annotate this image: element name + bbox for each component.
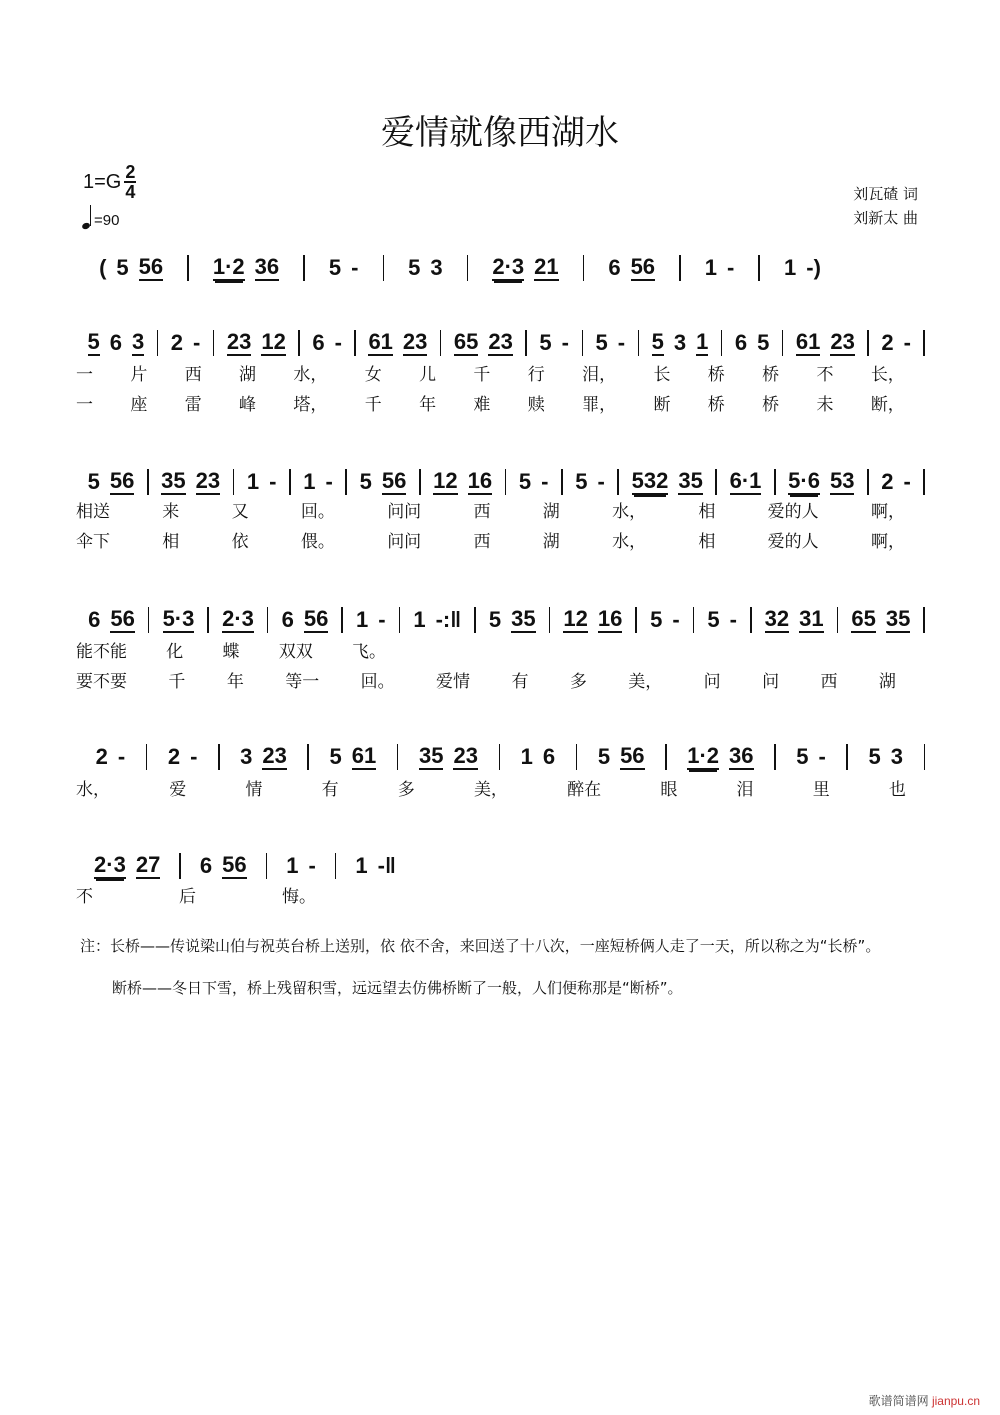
lyric-syllable: 美， (628, 672, 663, 692)
note-group: 23 (453, 743, 478, 768)
lyric-syllable: 水， (612, 532, 647, 552)
measure (527, 331, 582, 355)
lyric-syllable: 又 (231, 502, 249, 522)
note-group: 65 (453, 329, 479, 354)
measure (848, 745, 924, 769)
note-group: 5 (359, 469, 372, 494)
lyric-syllable: 桥 (762, 395, 780, 415)
barline (924, 744, 926, 770)
lyric-syllable: 后 (179, 887, 196, 907)
lyric-syllable: 一 (76, 395, 93, 415)
lyric-syllable: 断 (653, 395, 671, 415)
measure (158, 331, 213, 355)
footnotes (80, 925, 880, 1009)
note-group: 5 (575, 469, 588, 494)
lyric-syllable: 年 (419, 395, 437, 415)
measure (75, 607, 148, 633)
measure (776, 745, 847, 769)
note-group: 3 (132, 329, 145, 354)
note-group: - (325, 469, 333, 494)
measure (189, 255, 303, 281)
measure (75, 469, 147, 495)
measure (760, 256, 845, 280)
music-line (75, 248, 845, 288)
lyric-syllable: 难 (473, 395, 491, 415)
note-group: 5 (539, 330, 552, 355)
note-group: 5 (595, 330, 608, 355)
quarter-note-icon (82, 205, 91, 229)
lyric-syllable: 化 (166, 642, 184, 662)
measure (476, 607, 549, 633)
note-group: 31 (799, 606, 824, 631)
lyric-line (76, 882, 316, 907)
credits (853, 182, 918, 230)
barline (923, 469, 925, 495)
lyric-syllable: 回。 (360, 672, 395, 692)
lyric-syllable: 湖 (542, 502, 560, 522)
measure (619, 469, 715, 495)
measure (181, 853, 266, 879)
note-group: 35 (511, 606, 536, 631)
lyric-syllable: 依 (231, 532, 249, 552)
note-group: 23 (488, 329, 513, 354)
note-group: -‖ (377, 853, 396, 878)
measure (694, 608, 750, 632)
lyric-syllable: 座 (130, 395, 148, 415)
note-group: 56 (109, 468, 135, 493)
note-group: 5 (650, 607, 663, 632)
lyric-syllable: 问问 (387, 532, 422, 552)
note-group: 6 (734, 330, 748, 355)
note-group: 35 (161, 468, 186, 493)
lyric-syllable: 有 (321, 780, 339, 800)
note-group: 6 (542, 744, 556, 769)
lyric-syllable: 不 (76, 887, 93, 907)
measure (637, 608, 693, 632)
measure (356, 330, 440, 356)
note-group: 35 (418, 743, 444, 768)
barline (923, 330, 925, 356)
tempo-marking (82, 205, 119, 229)
note-group: 35 (678, 468, 703, 493)
lyric-syllable: 千 (364, 395, 382, 415)
lyric-line (76, 527, 905, 552)
note-group: - (727, 255, 735, 280)
measure (869, 470, 924, 494)
lyric-syllable: 要不要 (76, 672, 127, 692)
note-group: 23 (195, 468, 221, 493)
lyric-syllable: 长， (870, 365, 905, 385)
lyric-syllable: 等一 (285, 672, 320, 692)
lyric-syllable: 双双 (278, 642, 313, 662)
lyric-syllable: 水， (293, 365, 328, 385)
lyric-line (76, 637, 386, 662)
note-group: 12 (563, 606, 588, 631)
measure (584, 255, 679, 281)
measure (300, 331, 355, 355)
note-group: 53 (829, 468, 855, 493)
measure (400, 608, 474, 632)
lyric-syllable: 能不能 (76, 642, 127, 662)
note-group: 6 (199, 853, 213, 878)
lyric-line (76, 497, 905, 522)
note-group: - (193, 330, 201, 355)
lyric-syllable: 相 (698, 532, 716, 552)
note-group: 1 (784, 255, 797, 280)
measure (563, 470, 618, 494)
note-group: - (672, 607, 680, 632)
note-group: 23 (402, 329, 428, 354)
note-group: 3 (240, 744, 253, 769)
measure (468, 255, 582, 281)
music-line (75, 600, 925, 640)
lyric-syllable: 问 (762, 672, 780, 692)
measure (267, 854, 335, 878)
music-line (75, 737, 925, 777)
measure (343, 608, 399, 632)
note-group: 1 (303, 469, 316, 494)
note-group: 2·3 (94, 852, 126, 877)
note-group: 6·1 (729, 468, 762, 493)
note-group: 1·2 (212, 254, 245, 279)
watermark-cn: 歌谱简谱网 (868, 1394, 929, 1408)
lyric-line (76, 390, 905, 415)
note-group: 65 (851, 606, 876, 631)
note-group: - (351, 255, 359, 280)
measure (347, 469, 419, 495)
note-group: 1 (696, 329, 709, 354)
note-group: 3 (890, 744, 903, 769)
note-group: 2 (881, 330, 894, 355)
lyric-syllable: 行 (527, 365, 545, 385)
note-group: 1 (413, 607, 426, 632)
note-group: 32 (764, 606, 790, 631)
note-group: - (818, 744, 826, 769)
note-group: 12 (433, 468, 458, 493)
time-signature (124, 163, 136, 201)
lyric-syllable: 多 (397, 780, 415, 800)
measure (75, 330, 157, 356)
note-group: 16 (597, 606, 623, 631)
note-group: 5 (329, 744, 342, 769)
lyric-line (76, 667, 896, 692)
lyric-syllable: 情 (245, 780, 263, 800)
lyric-syllable: 啊， (870, 532, 905, 552)
watermark (869, 1392, 980, 1409)
lyric-syllable: 罪， (582, 395, 617, 415)
note-group: 56 (222, 852, 247, 877)
lyric-syllable: 相 (162, 532, 180, 552)
note-group: 23 (830, 329, 855, 354)
note-group: - (334, 330, 342, 355)
note-group: 5 (796, 744, 809, 769)
lyric-syllable: 回。 (300, 502, 335, 522)
note-group: 5 (757, 330, 770, 355)
lyric-syllable: 泪 (736, 780, 754, 800)
lyric-syllable: 问问 (387, 502, 422, 522)
note-group: 5 (488, 607, 502, 632)
measure (214, 330, 298, 356)
note-group: - (597, 469, 605, 494)
lyric-line (76, 775, 906, 800)
note-group: - (308, 853, 316, 878)
lyric-syllable: 女 (364, 365, 382, 385)
note-group: 6 (109, 330, 122, 355)
note-group: 5 (651, 329, 664, 354)
footnote-changqiao: 注：长桥——传说梁山伯与祝英台桥上送别，依 依不舍，来回送了十八次，一座短桥俩人走了一天，所以称之为“长桥”。 (80, 937, 881, 955)
lyric-syllable: 飞。 (352, 642, 386, 662)
lyric-syllable: 西 (473, 532, 491, 552)
lyric-syllable: 泪， (582, 365, 617, 385)
lyric-syllable: 未 (816, 395, 834, 415)
note-group: 56 (303, 606, 329, 631)
lyric-syllable: 片 (130, 365, 148, 385)
note-group: 5 (408, 255, 421, 280)
note-group: 5·6 (788, 468, 820, 493)
measure (583, 331, 638, 355)
note-group: 61 (368, 329, 393, 354)
note-group: 56 (110, 606, 135, 631)
lyric-syllable: 蝶 (222, 642, 240, 662)
note-group: 2·3 (492, 254, 525, 279)
lyric-syllable: 一 (76, 365, 93, 385)
measure (421, 469, 505, 495)
note-group: -:‖ (435, 607, 462, 632)
note-group: 61 (351, 743, 377, 768)
measure (75, 853, 179, 879)
lyric-syllable: 桥 (707, 395, 725, 415)
lyric-syllable: 水， (76, 780, 110, 800)
time-signature-bottom: 4 (125, 182, 136, 202)
note-group: 12 (261, 329, 286, 354)
measure (869, 331, 924, 355)
lyric-syllable: 爱 (169, 780, 187, 800)
note-group: 36 (254, 254, 280, 279)
note-group: 23 (262, 743, 287, 768)
note-group: 1·2 (687, 743, 720, 768)
lyric-syllable: 千 (473, 365, 491, 385)
music-line (75, 323, 925, 363)
measure (722, 331, 782, 355)
music-line (75, 846, 415, 886)
lyric-syllable: 长 (653, 365, 671, 385)
lyric-syllable: 悔。 (282, 887, 316, 907)
measure (398, 744, 498, 770)
note-group: 21 (534, 254, 559, 279)
lyric-syllable: 西 (473, 502, 491, 522)
note-group: 5 (868, 744, 881, 769)
lyric-syllable: 桥 (707, 365, 725, 385)
measure (75, 745, 146, 769)
lyric-syllable: 湖 (878, 672, 896, 692)
note-group: 5 (328, 255, 342, 280)
lyric-syllable: 来 (162, 502, 180, 522)
measure (550, 607, 635, 633)
note-group: 6 (312, 330, 325, 355)
note-group: 5·3 (162, 606, 195, 631)
measure (681, 256, 759, 280)
lyric-syllable: 啊， (870, 502, 905, 522)
lyric-syllable: 眼 (660, 780, 678, 800)
note-group: 1 (356, 607, 369, 632)
note-group: 6 (608, 255, 621, 280)
note-group: 61 (795, 329, 821, 354)
note-group: 532 (631, 468, 669, 493)
lyric-syllable: 峰 (239, 395, 257, 415)
measure (441, 330, 525, 356)
lyric-syllable: 爱的人 (767, 502, 819, 522)
note-group: 2·3 (222, 606, 254, 631)
note-group: 23 (226, 329, 252, 354)
lyric-syllable: 相 (698, 502, 716, 522)
note-group: 1 (246, 469, 260, 494)
lyric-syllable: 水， (612, 502, 647, 522)
note-group: 5 (597, 744, 611, 769)
note-group: 5 (116, 255, 129, 280)
lyric-syllable: 伞下 (76, 532, 110, 552)
note-group: 2 (881, 469, 894, 494)
lyric-syllable: 爱的人 (767, 532, 819, 552)
time-signature-top: 2 (125, 162, 136, 182)
note-group: 2 (95, 744, 108, 769)
note-group: 2 (170, 330, 184, 355)
note-group: 56 (620, 743, 645, 768)
lyric-syllable: 湖 (239, 365, 257, 385)
measure (639, 330, 721, 356)
lyric-syllable: 不 (816, 365, 834, 385)
note-group: - (541, 469, 549, 494)
measure (75, 255, 187, 281)
measure (291, 470, 346, 494)
note-group: 5 (87, 469, 100, 494)
note-group: 6 (281, 607, 294, 632)
lyric-syllable: 儿 (419, 365, 437, 385)
lyric-syllable: 爱情 (436, 672, 471, 692)
measure (305, 256, 383, 280)
lyric-syllable: 断， (870, 395, 905, 415)
lyric-syllable: 年 (226, 672, 244, 692)
measure (336, 854, 415, 878)
watermark-url: jianpu.cn (931, 1394, 980, 1408)
lyric-syllable: 问 (703, 672, 721, 692)
measure (309, 744, 397, 770)
note-group: 1 (704, 255, 717, 280)
composer: 刘新太 曲 (853, 209, 918, 227)
lyric-syllable: 多 (569, 672, 587, 692)
measure (717, 469, 774, 495)
measure (500, 745, 576, 769)
measure (209, 607, 267, 633)
note-group: 5 (87, 329, 100, 354)
lyric-syllable: 塔， (293, 395, 328, 415)
lyric-syllable: 醉在 (567, 780, 602, 800)
lyric-syllable: 西 (184, 365, 202, 385)
note-group: ( (99, 255, 107, 280)
note-group: - (903, 330, 911, 355)
footnote-duanqiao: 断桥——冬日下雪，桥上残留积雪，远远望去仿佛桥断了一般，人们便称那是“断桥”。 (112, 979, 683, 997)
measure (667, 744, 774, 770)
note-group: 5 (707, 607, 720, 632)
lyric-syllable: 里 (812, 780, 830, 800)
note-group: 35 (885, 606, 911, 631)
measure (506, 470, 561, 494)
measure (752, 607, 837, 633)
lyricist: 刘瓦碴 词 (853, 185, 918, 203)
lyric-syllable: 美， (473, 780, 508, 800)
measure (220, 744, 308, 770)
note-group: - (617, 330, 626, 355)
note-group: 1 (520, 744, 533, 769)
note-group: 6 (88, 607, 101, 632)
note-group: - (903, 469, 911, 494)
lyric-syllable: 相送 (76, 502, 110, 522)
measure (268, 607, 341, 633)
measure (149, 469, 233, 495)
lyric-syllable: 雷 (184, 395, 202, 415)
note-group: 16 (467, 468, 493, 493)
note-group: - (190, 744, 198, 769)
key-label: 1=G (83, 170, 122, 193)
note-group: 27 (135, 852, 161, 877)
key-signature (83, 163, 136, 201)
measure (577, 744, 665, 770)
lyric-line (76, 360, 905, 385)
note-group: 36 (729, 743, 754, 768)
measure (776, 469, 868, 495)
lyric-syllable: 千 (168, 672, 186, 692)
barline (923, 607, 925, 633)
lyric-syllable: 湖 (542, 532, 560, 552)
note-group: 56 (630, 254, 656, 279)
measure (234, 470, 289, 494)
note-group: 5 (518, 469, 532, 494)
note-group: 56 (381, 468, 407, 493)
lyric-syllable: 偎。 (300, 532, 335, 552)
note-group: 1 (286, 853, 299, 878)
note-group: 56 (138, 254, 164, 279)
measure (384, 256, 467, 280)
note-group: 2 (167, 744, 181, 769)
lyric-syllable: 也 (888, 780, 906, 800)
note-group: - (269, 469, 277, 494)
note-group: - (117, 744, 126, 769)
lyric-syllable: 赎 (527, 395, 545, 415)
measure (838, 607, 923, 633)
tempo-value: =90 (94, 212, 120, 229)
lyric-syllable: 有 (511, 672, 529, 692)
lyric-syllable: 桥 (762, 365, 780, 385)
note-group: 3 (673, 330, 687, 355)
measure (147, 745, 218, 769)
note-group: -) (806, 255, 821, 280)
music-line (75, 462, 925, 502)
note-group: - (729, 607, 737, 632)
note-group: 3 (430, 255, 443, 280)
note-group: - (378, 607, 386, 632)
note-group: 1 (355, 853, 368, 878)
measure (783, 330, 867, 356)
lyric-syllable: 西 (820, 672, 838, 692)
note-group: - (561, 330, 569, 355)
song-title: 爱情就像西湖水 (381, 113, 619, 153)
measure (149, 607, 207, 633)
